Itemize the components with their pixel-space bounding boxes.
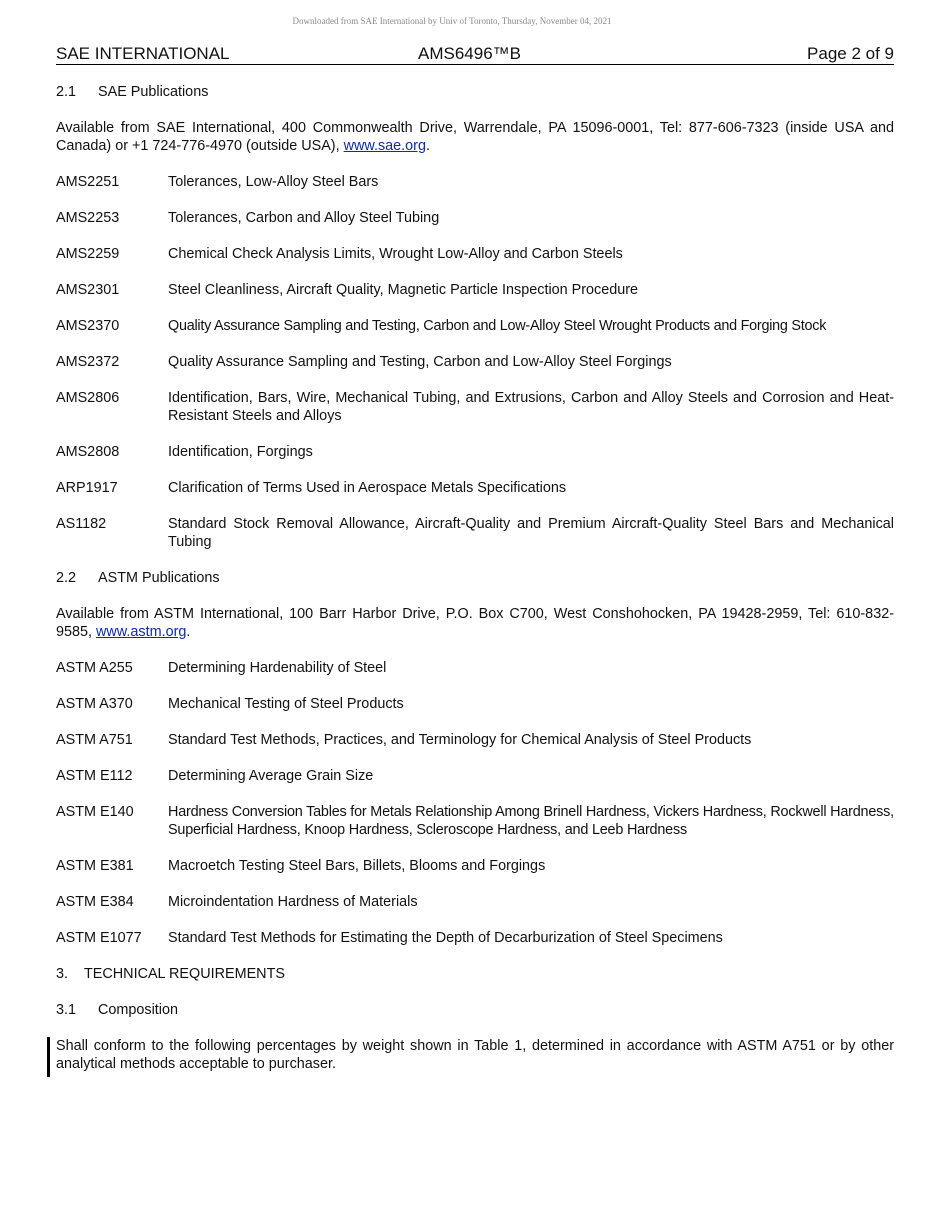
reference-item	[56, 803, 894, 839]
reference-item	[56, 479, 894, 497]
reference-title: Mechanical Testing of Steel Products	[168, 696, 404, 712]
section-number: 3.	[56, 966, 69, 982]
reference-title: Standard Test Methods for Estimating the Depth of Decarburization of Steel Specimens	[168, 930, 723, 946]
document-body	[56, 83, 894, 1091]
section-title: SAE Publications	[98, 84, 209, 100]
reference-code: ASTM A370	[56, 696, 133, 712]
reference-item	[56, 317, 894, 335]
reference-code: ASTM E1077	[56, 930, 142, 946]
reference-title: Identification, Bars, Wire, Mechanical Tubing, and Extrusions, Carbon and Alloy Steels and Corrosion and Heat-Resistant Steels and Alloys	[168, 390, 894, 424]
section-heading-technical-requirements	[56, 965, 894, 983]
download-note: Downloaded from SAE International by Univ of Toronto, Thursday, November 04, 2021	[292, 16, 612, 26]
reference-title: Tolerances, Low-Alloy Steel Bars	[168, 174, 379, 190]
reference-code: AMS2251	[56, 174, 120, 190]
sae-availability-paragraph	[56, 119, 894, 155]
reference-item	[56, 353, 894, 371]
reference-code: AMS2253	[56, 210, 120, 226]
header-document-number: AMS6496™B	[418, 44, 521, 63]
section-title: TECHNICAL REQUIREMENTS	[84, 966, 285, 982]
sae-availability-text: Available from SAE International, 400 Commonwealth Drive, Warrendale, PA 15096-0001, Tel: 877-606-7323 (inside USA and Canada) or +1 724-776-4970 (outside USA),	[56, 120, 894, 154]
reference-code: AMS2301	[56, 282, 120, 298]
reference-code: ASTM A751	[56, 732, 133, 748]
reference-item	[56, 929, 894, 947]
reference-title: Microindentation Hardness of Materials	[168, 894, 418, 910]
reference-code: ASTM E381	[56, 858, 134, 874]
reference-title: Standard Test Methods, Practices, and Terminology for Chemical Analysis of Steel Products	[168, 732, 752, 748]
sentence-period: .	[425, 138, 430, 154]
reference-code: AMS2806	[56, 390, 120, 406]
reference-item	[56, 857, 894, 875]
section-heading-astm	[56, 569, 894, 587]
reference-code: AMS2372	[56, 354, 120, 370]
section-title: ASTM Publications	[98, 570, 220, 586]
reference-code: ARP1917	[56, 480, 118, 496]
reference-code: AMS2808	[56, 444, 120, 460]
reference-item	[56, 515, 894, 551]
revision-change-bar	[47, 1037, 50, 1077]
reference-title: Identification, Forgings	[168, 444, 313, 460]
reference-title: Hardness Conversion Tables for Metals Relationship Among Brinell Hardness, Vickers Hardness, Rockwell Hardness, Superficial Hardness, Knoop Hardness, Scleroscope Hardness, and Leeb Hardness	[168, 804, 894, 838]
page-header	[56, 44, 894, 65]
composition-text: Shall conform to the following percentages by weight shown in Table 1, determined in accordance with ASTM A751 or by other analytical methods acceptable to purchaser.	[56, 1038, 894, 1072]
sae-website-link[interactable]: www.sae.org	[343, 138, 426, 154]
reference-item	[56, 389, 894, 425]
reference-title: Determining Average Grain Size	[168, 768, 374, 784]
reference-title: Determining Hardenability of Steel	[168, 660, 387, 676]
reference-title: Quality Assurance Sampling and Testing, Carbon and Low-Alloy Steel Forgings	[168, 354, 672, 370]
reference-item	[56, 281, 894, 299]
section-number: 3.1	[56, 1002, 77, 1018]
header-page-number: Page 2 of 9	[807, 44, 894, 63]
reference-title: Chemical Check Analysis Limits, Wrought Low-Alloy and Carbon Steels	[168, 246, 623, 262]
header-organization: SAE INTERNATIONAL	[56, 44, 230, 63]
reference-item	[56, 173, 894, 191]
reference-code: AMS2370	[56, 318, 120, 334]
section-heading-sae	[56, 83, 894, 101]
reference-item	[56, 731, 894, 749]
sae-reference-list	[56, 173, 894, 551]
section-heading-composition	[56, 1001, 894, 1019]
astm-website-link[interactable]: www.astm.org	[96, 624, 187, 640]
section-title: Composition	[98, 1002, 178, 1018]
astm-availability-text: Available from ASTM International, 100 Barr Harbor Drive, P.O. Box C700, West Conshohocken, PA 19428-2959, Tel: 610-832-9585,	[56, 606, 894, 640]
astm-availability-paragraph	[56, 605, 894, 641]
reference-code: AS1182	[56, 516, 107, 532]
reference-code: ASTM E112	[56, 768, 133, 784]
sentence-period: .	[186, 624, 191, 640]
reference-title: Standard Stock Removal Allowance, Aircraft-Quality and Premium Aircraft-Quality Steel Bars and Mechanical Tubing	[168, 516, 894, 550]
reference-code: ASTM E140	[56, 804, 134, 820]
reference-item	[56, 209, 894, 227]
reference-code: AMS2259	[56, 246, 120, 262]
reference-code: ASTM E384	[56, 894, 134, 910]
reference-item	[56, 695, 894, 713]
reference-item	[56, 659, 894, 677]
composition-paragraph	[56, 1037, 894, 1073]
reference-item	[56, 245, 894, 263]
reference-title: Macroetch Testing Steel Bars, Billets, Blooms and Forgings	[168, 858, 546, 874]
reference-title: Steel Cleanliness, Aircraft Quality, Magnetic Particle Inspection Procedure	[168, 282, 639, 298]
reference-item	[56, 443, 894, 461]
section-number: 2.2	[56, 570, 77, 586]
reference-title: Tolerances, Carbon and Alloy Steel Tubing	[168, 210, 440, 226]
astm-reference-list	[56, 659, 894, 947]
reference-item	[56, 767, 894, 785]
reference-code: ASTM A255	[56, 660, 133, 676]
reference-title: Quality Assurance Sampling and Testing, Carbon and Low-Alloy Steel Wrought Products and Forging Stock	[168, 318, 827, 334]
reference-title: Clarification of Terms Used in Aerospace Metals Specifications	[168, 480, 567, 496]
reference-item	[56, 893, 894, 911]
section-number: 2.1	[56, 84, 77, 100]
